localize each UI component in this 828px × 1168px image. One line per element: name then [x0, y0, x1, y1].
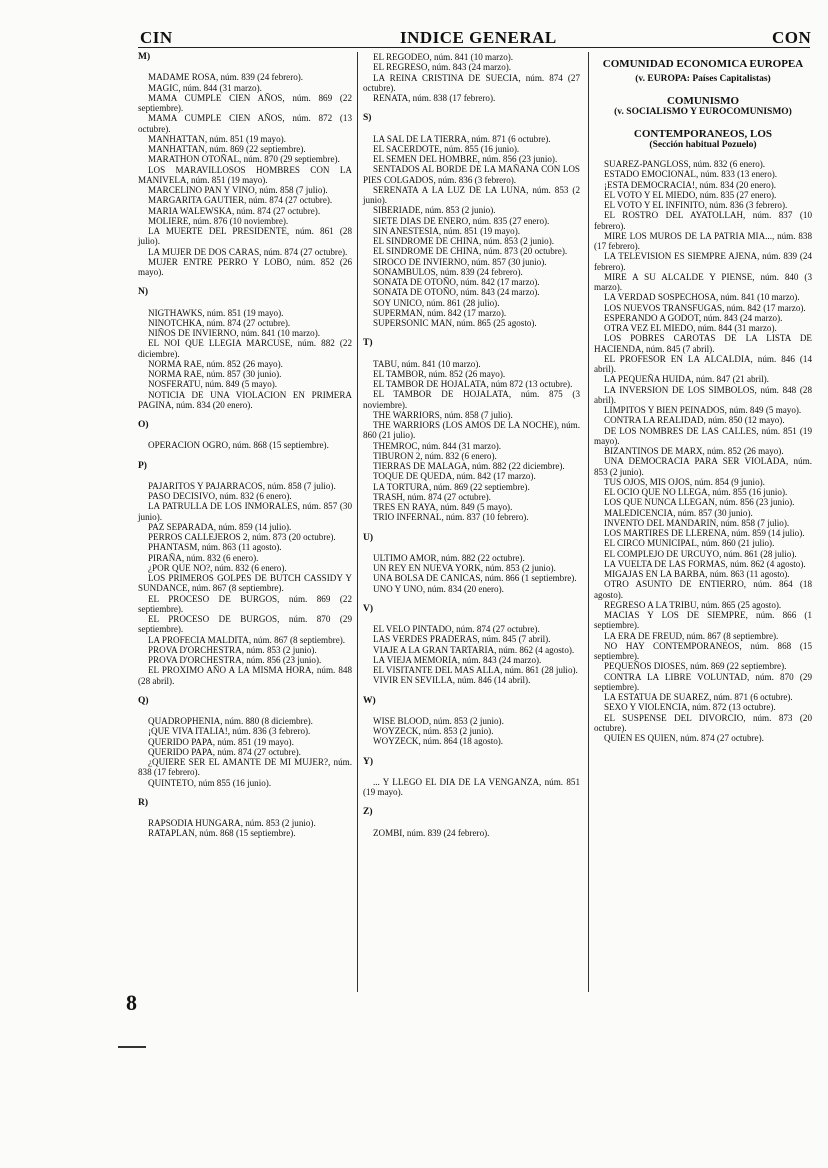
footer-rule	[118, 1046, 146, 1048]
index-entry: ... Y LLEGO EL DIA DE LA VENGANZA, núm. 851 (19 mayo).	[363, 776, 580, 797]
index-entry: EL SUSPENSE DEL DIVORCIO, núm. 873 (20 octubre).	[594, 712, 812, 733]
index-entry: UN REY EN NUEVA YORK, núm. 853 (2 junio).	[373, 563, 556, 573]
index-entry: RAPSODIA HUNGARA, núm. 853 (2 junio).	[148, 818, 316, 828]
theme-heading: COMUNISMO	[666, 95, 740, 107]
column-divider	[357, 52, 358, 992]
index-entry: SONATA DE OTOÑO, núm. 842 (17 marzo).	[373, 277, 540, 287]
theme-heading: COMUNIDAD ECONOMICA EUROPEA	[602, 58, 804, 70]
index-entry: ¡QUE VIVA ITALIA!, núm. 836 (3 febrero).	[148, 726, 311, 737]
theme-subheading: (Sección habitual Pozuelo)	[649, 140, 757, 150]
page-number: 8	[126, 990, 137, 1015]
index-entry: MAGIC, núm. 844 (31 marzo).	[148, 82, 262, 93]
index-entry: ¡ESTA DEMOCRACIA!, núm. 834 (20 enero).	[604, 179, 777, 190]
section-letter: P)	[138, 460, 147, 471]
index-entry: CONTRA LA LIBRE VOLUNTAD, núm. 870 (29 septiembre).	[594, 671, 812, 692]
index-entry: QUIEN ES QUIEN, núm. 874 (27 octubre).	[604, 733, 764, 743]
section-letter: V)	[363, 603, 374, 614]
index-entry: MANHATTAN, núm. 869 (22 septiembre).	[148, 144, 306, 154]
index-entry: NIÑOS DE INVIERNO, núm. 841 (10 marzo).	[148, 328, 320, 338]
index-entry: WISE BLOOD, núm. 853 (2 junio).	[373, 715, 504, 726]
index-entry: EL SINDROME DE CHINA, núm. 873 (20 octubre).	[373, 246, 568, 257]
index-entry: WOYZECK, núm. 853 (2 junio).	[373, 726, 494, 736]
index-entry: MARATHON OTOÑAL, núm. 870 (29 septiembre).	[148, 154, 340, 165]
index-entry: UNO Y UNO, núm. 834 (20 enero).	[373, 583, 504, 594]
index-entry: REGRESO A LA TRIBU, núm. 865 (25 agosto).	[604, 599, 782, 610]
index-entry: MOLIERE, núm. 876 (10 noviembre).	[148, 215, 289, 226]
index-entry: EL COMPLEJO DE URCUYO, núm. 861 (28 julio).	[604, 548, 797, 559]
header-title: INDICE GENERAL	[400, 28, 557, 47]
index-entry: NINOTCHKA, núm. 874 (27 octubre).	[148, 317, 291, 328]
theme-subheading: (v. EUROPA: Países Capitalistas)	[635, 74, 771, 84]
index-entry: EL REGRESO, núm. 843 (24 marzo).	[373, 62, 512, 73]
index-entry: QUINTETO, núm 855 (16 junio).	[148, 777, 272, 788]
index-entry: LOS MARAVILLOSOS HOMBRES CON LA MANIVELA, núm. 851 (19 mayo).	[138, 164, 352, 185]
index-entry: MIGAJAS EN LA BARBA, núm. 863 (11 agosto).	[604, 569, 790, 579]
index-entry: LA MUERTE DEL PRESIDENTE, núm. 861 (28 julio).	[138, 226, 352, 247]
index-entry: NIGTHAWKS, núm. 851 (19 mayo).	[148, 307, 284, 318]
index-entry: RATAPLAN, núm. 868 (15 septiembre).	[148, 828, 296, 839]
index-entry: TUS OJOS, MIS OJOS, núm. 854 (9 junio).	[604, 476, 765, 487]
index-entry: MADAME ROSA, núm. 839 (24 febrero).	[148, 72, 304, 83]
index-entry: LAS VERDES PRADERAS, núm. 845 (7 abril).	[373, 634, 551, 645]
section-letter: N)	[138, 287, 149, 298]
index-entry: PROVA D'ORCHESTRA, núm. 853 (2 junio).	[148, 644, 317, 655]
index-entry: MUJER ENTRE PERRO Y LOBO, núm. 852 (26 mayo).	[138, 256, 352, 277]
index-entry: LA TELEVISION ES SIEMPRE AJENA, núm. 839 (24 febrero).	[594, 251, 812, 272]
index-entry: MANHATTAN, núm. 851 (19 mayo).	[148, 133, 286, 144]
index-entry: MIRE A SU ALCALDE Y PIENSE, núm. 840 (3 marzo).	[594, 271, 812, 292]
index-entry: EL SACERDOTE, núm. 855 (16 junio).	[373, 143, 520, 154]
index-entry: BIZANTINOS DE MARX, núm. 852 (26 mayo).	[604, 446, 784, 456]
index-entry: TABU, núm. 841 (10 marzo).	[373, 358, 481, 369]
index-entry: ULTIMO AMOR, núm. 882 (22 octubre).	[373, 552, 525, 563]
index-entry: EL SEMEN DEL HOMBRE, núm. 856 (23 junio).	[373, 154, 558, 164]
theme-heading: CONTEMPORANEOS, LOS	[633, 128, 773, 140]
index-entry: LA PEQUEÑA HUIDA, núm. 847 (21 abril).	[604, 374, 769, 385]
index-entry: EL PROCESO DE BURGOS, núm. 870 (29 septiembre).	[138, 614, 352, 635]
index-entry: TRASH, núm. 874 (27 octubre).	[373, 491, 491, 502]
index-entry: THE WARRIORS (LOS AMOS DE LA NOCHE), núm. 860 (21 julio).	[363, 420, 580, 441]
index-entry: EL PROFESOR EN LA ALCALDIA, núm. 846 (14 abril).	[594, 353, 812, 374]
index-entry: SONATA DE OTOÑO, núm. 843 (24 marzo).	[373, 287, 540, 298]
index-entry: NOSFERATU, núm. 849 (5 mayo).	[148, 379, 278, 390]
index-entry: EL PROCESO DE BURGOS, núm. 869 (22 septiembre).	[138, 593, 352, 614]
section-letter: S)	[363, 113, 372, 124]
index-entry: TIBURON 2, núm. 832 (6 enero).	[373, 450, 497, 461]
index-entry: LA PATRULLA DE LOS INMORALES, núm. 857 (30 junio).	[138, 501, 352, 522]
index-entry: MARIA WALEWSKA, núm. 874 (27 octubre).	[148, 205, 321, 216]
index-entry: NORMA RAE, núm. 857 (30 junio).	[148, 369, 282, 379]
theme-subheading: (v. SOCIALISMO Y EUROCOMUNISMO)	[614, 107, 792, 117]
section-letter: R)	[138, 797, 149, 808]
index-entry: SUAREZ-PANGLOSS, núm. 832 (6 enero).	[604, 159, 766, 169]
index-entry: QUERIDO PAPA, núm. 874 (27 octubre).	[148, 746, 301, 757]
index-entry: LA ESTATUA DE SUAREZ, núm. 871 (6 octubre).	[604, 692, 793, 702]
index-entry: SUPERSONIC MAN, núm. 865 (25 agosto).	[373, 318, 537, 328]
index-entry: LIMPITOS Y BIEN PEINADOS, núm. 849 (5 mayo).	[604, 405, 802, 415]
index-entry: SONAMBULOS, núm. 839 (24 febrero).	[373, 266, 523, 277]
index-entry: EL NOI QUE LLEGIA MARCUSE, núm. 882 (22 diciembre).	[138, 338, 352, 359]
index-entry: NORMA RAE, núm. 852 (26 mayo).	[148, 358, 283, 369]
section-letter: T)	[363, 338, 373, 349]
index-entry: ¿QUIERE SER EL AMANTE DE MI MUJER?, núm. 838 (17 febrero).	[138, 757, 352, 778]
index-entry: NOTICIA DE UNA VIOLACION EN PRIMERA PAGINA, núm. 834 (20 enero).	[138, 389, 352, 410]
index-entry: EL VELO PINTADO, núm. 874 (27 octubre).	[373, 624, 540, 634]
index-entry: SENTADOS AL BORDE DE LA MAÑANA CON LOS PIES COLGADOS, núm. 836 (3 febrero).	[363, 164, 580, 185]
index-entry: THEMROC, núm. 844 (31 marzo).	[373, 440, 502, 451]
index-entry: LA INVERSION DE LOS SIMBOLOS, núm. 848 (28 abril).	[594, 384, 812, 405]
index-entry: SEXO Y VIOLENCIA, núm. 872 (13 octubre).	[604, 702, 776, 713]
index-entry: PEQUEÑOS DIOSES, núm. 869 (22 septiembre).	[604, 661, 787, 672]
index-entry: UNA BOLSA DE CANICAS, núm. 866 (1 septiembre).	[373, 573, 577, 584]
index-entry: LA VIEJA MEMORIA, núm. 843 (24 marzo).	[373, 654, 542, 665]
index-entry: LA PROFECIA MALDITA, núm. 867 (8 septiembre).	[148, 634, 346, 645]
header-left-guide-word: CIN	[140, 28, 173, 47]
index-entry: PHANTASM, núm. 863 (11 agosto).	[148, 542, 282, 553]
index-entry: LA VUELTA DE LAS FORMAS, núm. 862 (4 agosto).	[604, 558, 806, 569]
index-entry: LOS QUE NUNCA LLEGAN, núm. 856 (23 junio).	[604, 497, 795, 508]
index-entry: MARGARITA GAUTIER, núm. 874 (27 octubre).	[148, 195, 333, 206]
index-entry: LA TORTURA, núm. 869 (22 septiembre).	[373, 481, 530, 492]
index-entry: VIAJE A LA GRAN TARTARIA, núm. 862 (4 agosto).	[373, 644, 575, 655]
index-entry: QUERIDO PAPA, núm. 851 (19 mayo).	[148, 736, 294, 747]
index-entry: LA ERA DE FREUD, núm. 867 (8 septiembre).	[604, 630, 779, 641]
index-entry: DE LOS NOMBRES DE LAS CALLES, núm. 851 (19 mayo).	[594, 425, 812, 446]
index-entry: SIROCO DE INVIERNO, núm. 857 (30 junio).	[373, 256, 547, 267]
index-entry: PAZ SEPARADA, núm. 859 (14 julio).	[148, 521, 292, 532]
index-entry: TIERRAS DE MALAGA, núm. 882 (22 diciembre).	[373, 461, 565, 471]
index-column-3	[594, 52, 812, 743]
index-entry: ZOMBI, núm. 839 (24 febrero).	[373, 827, 490, 838]
index-entry: EL TAMBOR DE HOJALATA, núm 872 (13 octubre).	[373, 379, 573, 389]
index-entry: EL SINDROME DE CHINA, núm. 853 (2 junio).	[373, 236, 555, 246]
index-entry: LOS POBRES CAROTAS DE LA LISTA DE HACIENDA, núm. 845 (7 abril).	[594, 333, 812, 354]
header-rule	[138, 47, 810, 48]
index-entry: EL ROSTRO DEL AYATOLLAH, núm. 837 (10 febrero).	[594, 210, 812, 231]
index-entry: SUPERMAN, núm. 842 (17 marzo).	[373, 307, 507, 318]
index-entry: MIRE LOS MUROS DE LA PATRIA MIA..., núm. 838 (17 febrero).	[594, 230, 812, 251]
index-entry: PAJARITOS Y PAJARRACOS, núm. 858 (7 julio).	[148, 480, 336, 491]
index-entry: LOS PRIMEROS GOLPES DE BUTCH CASSIDY Y SUNDANCE, núm. 867 (8 septiembre).	[138, 573, 352, 594]
index-entry: LOS MARTIRES DE LLERENA, núm. 859 (14 julio).	[604, 528, 805, 538]
index-entry: PROVA D'ORCHESTRA, núm. 856 (23 junio).	[148, 655, 322, 665]
index-entry: MACIAS Y LOS DE SIEMPRE, núm. 866 (1 septiembre).	[594, 610, 812, 631]
index-entry: OPERACION OGRO, núm. 868 (15 septiembre).	[148, 440, 329, 451]
index-entry: THE WARRIORS, núm. 858 (7 julio).	[373, 409, 513, 420]
index-entry: EL REGODEO, núm. 841 (10 marzo).	[373, 52, 514, 62]
index-entry: SIETE DIAS DE ENERO, núm. 835 (27 enero).	[373, 215, 550, 226]
section-letter: Z)	[363, 807, 373, 818]
index-entry: VIVIR EN SEVILLA, núm. 846 (14 abril).	[373, 675, 531, 686]
index-entry: MARCELINO PAN Y VINO, núm. 858 (7 julio).	[148, 185, 328, 195]
index-entry: LA VERDAD SOSPECHOSA, núm. 841 (10 marzo).	[604, 292, 800, 303]
index-entry: OTRO ASUNTO DE ENTIERRO, núm. 864 (18 agosto).	[594, 579, 812, 600]
index-entry: MAMA CUMPLE CIEN AÑOS, núm. 872 (13 octubre).	[138, 113, 352, 134]
index-entry: EL VOTO Y EL INFINITO, núm. 836 (3 febrero).	[604, 200, 788, 210]
index-column-2	[363, 52, 580, 838]
index-entry: LA REINA CRISTINA DE SUECIA, núm. 874 (27 octubre).	[363, 72, 580, 93]
index-entry: EL VOTO Y EL MIEDO, núm. 835 (27 enero).	[604, 189, 777, 200]
index-entry: ESPERANDO A GODOT, núm. 843 (24 marzo).	[604, 312, 783, 323]
index-entry: TRES EN RAYA, núm. 849 (5 mayo).	[373, 502, 513, 512]
index-entry: EL TAMBOR DE HOJALATA, núm. 875 (3 noviembre).	[363, 389, 580, 410]
index-entry: NO HAY CONTEMPORANEOS, núm. 868 (15 septiembre).	[594, 640, 812, 661]
index-entry: SIBERIADE, núm. 853 (2 junio).	[373, 205, 496, 216]
index-entry: LOS NUEVOS TRANSFUGAS, núm. 842 (17 marzo).	[604, 302, 806, 313]
index-entry: UNA DEMOCRACIA PARA SER VIOLADA, núm. 853 (2 junio).	[594, 456, 812, 477]
index-entry: OTRA VEZ EL MIEDO, núm. 844 (31 marzo).	[604, 323, 777, 333]
index-entry: RENATA, núm. 838 (17 febrero).	[373, 93, 496, 103]
section-letter: O)	[138, 420, 149, 430]
section-letter: Q)	[138, 695, 149, 706]
section-letter: W)	[363, 695, 376, 706]
index-entry: MAMA CUMPLE CIEN AÑOS, núm. 869 (22 septiembre).	[138, 92, 352, 113]
index-entry: TOQUE DE QUEDA, núm. 842 (17 marzo).	[373, 471, 536, 482]
index-entry: CONTRA LA REALIDAD, núm. 850 (12 mayo).	[604, 415, 785, 426]
index-entry: SOY UNICO, núm. 861 (28 julio).	[373, 297, 500, 308]
index-entry: LA SAL DE LA TIERRA, núm. 871 (6 octubre).	[373, 133, 551, 144]
column-divider	[588, 52, 589, 992]
index-entry: ¿POR QUE NO?, núm. 832 (6 enero).	[148, 562, 287, 573]
index-entry: WOYZECK, núm. 864 (18 agosto).	[373, 736, 504, 747]
index-entry: PASO DECISIVO, núm. 832 (6 enero).	[148, 491, 292, 501]
index-entry: PIRAÑA, núm. 832 (6 enero).	[148, 552, 259, 563]
index-entry: QUADROPHENIA, núm. 880 (8 diciembre).	[148, 716, 313, 726]
section-letter: M)	[138, 52, 151, 62]
index-entry: TRIO INFERNAL, núm. 837 (10 febrero).	[373, 512, 529, 523]
index-entry: EL PROXIMO AÑO A LA MISMA HORA, núm. 848 (28 abril).	[138, 665, 352, 686]
index-entry: MALEDICENCIA, núm. 857 (30 junio).	[604, 507, 753, 518]
index-entry: INVENTO DEL MANDARIN, núm. 858 (7 julio).	[604, 517, 790, 528]
header-right-guide-word: CON	[772, 28, 812, 47]
index-column-1	[138, 52, 352, 839]
index-entry: EL OCIO QUE NO LLEGA, núm. 855 (16 junio).	[604, 487, 788, 497]
index-entry: PERROS CALLEJEROS 2, núm. 873 (20 octubre).	[148, 532, 336, 542]
section-letter: U)	[363, 532, 374, 543]
index-entry: EL TAMBOR, núm. 852 (26 mayo).	[373, 368, 506, 379]
index-entry: ESTADO EMOCIONAL, núm. 833 (13 enero).	[604, 169, 778, 180]
section-letter: Y)	[363, 756, 374, 767]
index-entry: LA MUJER DE DOS CARAS, núm. 874 (27 octubre).	[148, 246, 348, 257]
index-entry: SIN ANESTESIA, núm. 851 (19 mayo).	[373, 225, 521, 236]
index-entry: SERENATA A LA LUZ DE LA LUNA, núm. 853 (2 junio).	[363, 184, 580, 205]
index-entry: EL VISITANTE DEL MAS ALLA, núm. 861 (28 julio).	[373, 665, 578, 675]
index-entry: EL CIRCO MUNICIPAL, núm. 860 (21 julio).	[604, 538, 775, 549]
